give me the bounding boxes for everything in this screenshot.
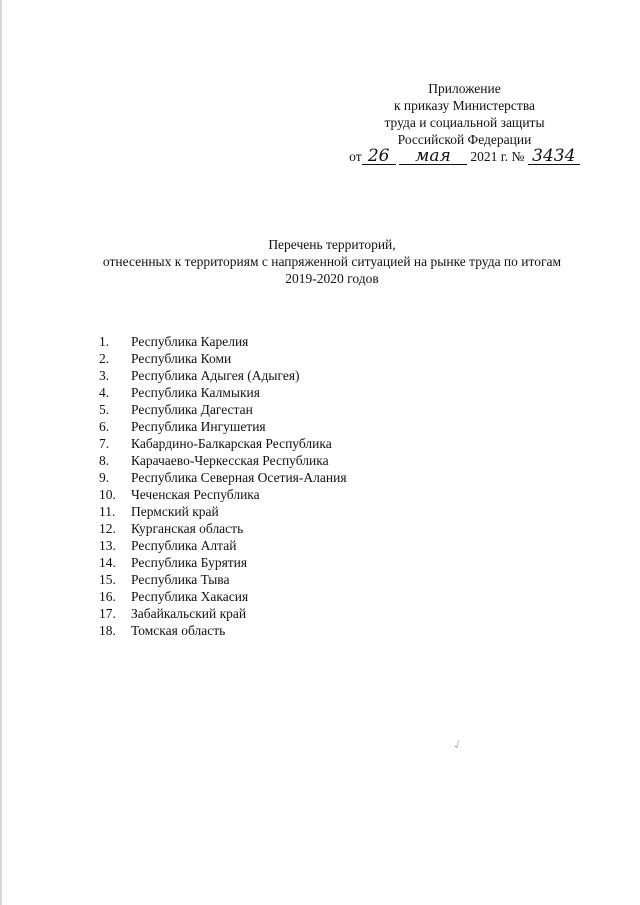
list-item-number: 10. — [99, 487, 116, 502]
list-item-name: Пермский край — [131, 504, 219, 519]
list-item-name: Республика Тыва — [131, 572, 230, 587]
header-line-2: к приказу Министерства — [393, 98, 536, 113]
header-line-3: труда и социальной защиты — [384, 115, 545, 130]
list-item-name: Республика Калмыкия — [131, 385, 260, 400]
list-item-name: Республика Хакасия — [131, 589, 249, 604]
list-item-number: 1. — [99, 334, 110, 349]
list-item-name: Чеченская Республика — [131, 487, 260, 502]
title-line-3: 2019-2020 годов — [285, 271, 379, 286]
list-item — [99, 537, 347, 554]
list-item-name: Забайкальский край — [131, 606, 247, 621]
scan-mark: ˴⁄ — [451, 739, 462, 752]
list-item-name: Республика Ингушетия — [131, 419, 266, 434]
territory-list — [99, 333, 347, 639]
list-item-number: 2. — [99, 351, 110, 366]
appendix-header — [332, 80, 597, 165]
document-title — [42, 236, 622, 287]
list-item — [99, 571, 347, 588]
list-item-number: 4. — [99, 385, 110, 400]
list-item-number: 13. — [99, 538, 116, 553]
list-item — [99, 605, 347, 622]
list-item — [99, 520, 347, 537]
list-item-name: Республика Северная Осетия-Алания — [131, 470, 347, 485]
list-item-number: 8. — [99, 453, 110, 468]
list-item — [99, 554, 347, 571]
list-item-name: Карачаево-Черкесская Республика — [131, 453, 329, 468]
list-item-name: Республика Бурятия — [131, 555, 248, 570]
date-prefix: от — [349, 149, 362, 164]
list-item — [99, 418, 347, 435]
list-item-number: 12. — [99, 521, 116, 536]
list-item — [99, 469, 347, 486]
list-item-number: 9. — [99, 470, 110, 485]
list-item-number: 6. — [99, 419, 110, 434]
list-item — [99, 622, 347, 639]
list-item — [99, 401, 347, 418]
list-item-number: 15. — [99, 572, 116, 587]
list-item-number: 16. — [99, 589, 116, 604]
list-item — [99, 435, 347, 452]
list-item-name: Республика Коми — [131, 351, 232, 366]
title-line-2: отнесенных к территориям с напряженной ситуацией на рынке труда по итогам — [102, 254, 562, 269]
year-text: 2021 г. № — [470, 149, 525, 164]
list-item — [99, 452, 347, 469]
list-item-number: 11. — [99, 504, 116, 519]
list-item-number: 17. — [99, 606, 116, 621]
list-item-name: Курганская область — [131, 521, 244, 536]
handwritten-month: мая — [399, 149, 467, 165]
list-item — [99, 350, 347, 367]
list-item — [99, 333, 347, 350]
list-item-name: Республика Карелия — [131, 334, 249, 349]
list-item-name: Томская область — [131, 623, 226, 638]
list-item-number: 7. — [99, 436, 110, 451]
list-item-name: Кабардино-Балкарская Республика — [131, 436, 332, 451]
list-item-number: 14. — [99, 555, 116, 570]
list-item — [99, 503, 347, 520]
list-item — [99, 384, 347, 401]
list-item — [99, 367, 347, 384]
list-item-name: Республика Дагестан — [131, 402, 253, 417]
list-item — [99, 486, 347, 503]
list-item-number: 5. — [99, 402, 110, 417]
handwritten-order-number: 3434 — [528, 149, 580, 165]
title-line-1: Перечень территорий, — [268, 237, 396, 252]
list-item — [99, 588, 347, 605]
list-item-number: 18. — [99, 623, 116, 638]
header-line-4: Российской Федерации — [397, 132, 532, 147]
order-date-line — [332, 148, 597, 165]
list-item-number: 3. — [99, 368, 110, 383]
handwritten-day: 26 — [362, 149, 396, 165]
header-line-1: Приложение — [428, 81, 501, 96]
list-item-name: Республика Адыгея (Адыгея) — [131, 368, 300, 383]
list-item-name: Республика Алтай — [131, 538, 237, 553]
